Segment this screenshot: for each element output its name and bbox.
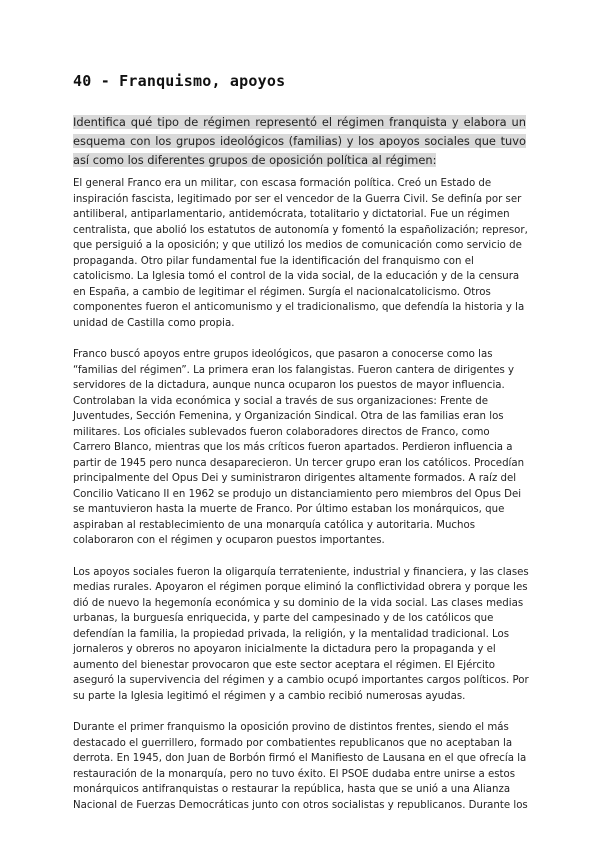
prompt-highlight: Identifica qué tipo de régimen representó el régimen franquista y elabora un esquema con los grupos ideológicos (familias) y los apoyos sociales que tuvo así como los diferentes grupos de oposición política al régimen: <box>73 115 526 167</box>
page-title: 40 - Franquismo, apoyos <box>73 72 286 90</box>
paragraph: Durante el primer franquismo la oposición provino de distintos frentes, siendo el más destacado el guerrillero, formado por combatientes republicanos que no aceptaban la derrota. En 1945, don Juan de Borbón firmó el Manifiesto de Lausana en el que ofrecía la restauración de la monarquía, pero no tuvo éxito. El PSOE dudaba entre unirse a estos monárquicos antifranquistas o restaurar la república, hasta que se unió a una Alianza Nacional de Fuerzas Democráticas junto con otros socialistas y republicanos. Durante los <box>73 722 528 811</box>
paragraph: El general Franco era un militar, con escasa formación política. Creó un Estado de inspiración fascista, legitimado por ser el vencedor de la Guerra Civil. Se definía por ser antiliberal, antiparlamentario, antidemócrata, totalitario y dictatorial. Fue un régimen centralista, que abolió los estatutos de autonomía y fomentó la españolización; represor, que persiguió a la oposición; y que utilizó los medios de comunicación como servicio de propaganda. Otro pilar fundamental fue la identificación del franquismo con el catolicismo. La Iglesia tomó el control de la vida social, de la educación y de la censura en España, a cambio de legitimar el régimen. Surgía el nacionalcatolicismo. Otros componentes fueron el anticomunismo y el tradicionalismo, que defendía la historia y la unidad de Castilla como propia. <box>73 178 528 329</box>
answer-body <box>73 176 529 829</box>
paragraph: Franco buscó apoyos entre grupos ideológicos, que pasaron a conocerse como las “familias del régimen”. La primera eran los falangistas. Fueron cantera de dirigentes y servidores de la dictadura, aunque nunca ocuparon los puestos de mayor influencia. Controlaban la vida económica y social a través de sus organizaciones: Frente de Juventudes, Sección Femenina, y Organización Sindical. Otra de las familias eran los militares. Los oficiales sublevados fueron colaboradores directos de Franco, como Carrero Blanco, mientras que los más críticos fueron apartados. Perdieron influencia a partir de 1945 pero nunca desaparecieron. Un tercer grupo eran los católicos. Procedían principalmente del Opus Dei y suministraron dirigentes altamente formados. A raíz del Concilio Vaticano II en 1962 se produjo un distanciamiento pero miembros del Opus Dei se mantuvieron hasta la muerte de Franco. Por último estaban los monárquicos, que aspiraban al restablecimiento de una monarquía católica y autoritaria. Muchos colaboraron con el régimen y ocuparon puestos importantes. <box>73 349 525 546</box>
paragraph: Los apoyos sociales fueron la oligarquía terrateniente, industrial y financiera, y las clases medias rurales. Apoyaron el régimen porque eliminó la conflictividad obrera y porque les dió de nuevo la hegemonía económica y su dominio de la vida social. Las clases medias urbanas, la burguesía enriquecida, y parte del campesinado y de los católicos que defendían la familia, la propiedad privada, la religión, y la mentalidad tradicional. Los jornaleros y obreros no apoyaron inicialmente la dictadura pero la propaganda y el aumento del bienestar provocaron que este sector aceptara el régimen. El Ejército aseguró la supervivencia del régimen y a cambio ocupó importantes cargos políticos. Por su parte la Iglesia legitimó el régimen y a cambio recibió numerosas ayudas. <box>73 566 529 702</box>
question-prompt <box>73 113 526 170</box>
